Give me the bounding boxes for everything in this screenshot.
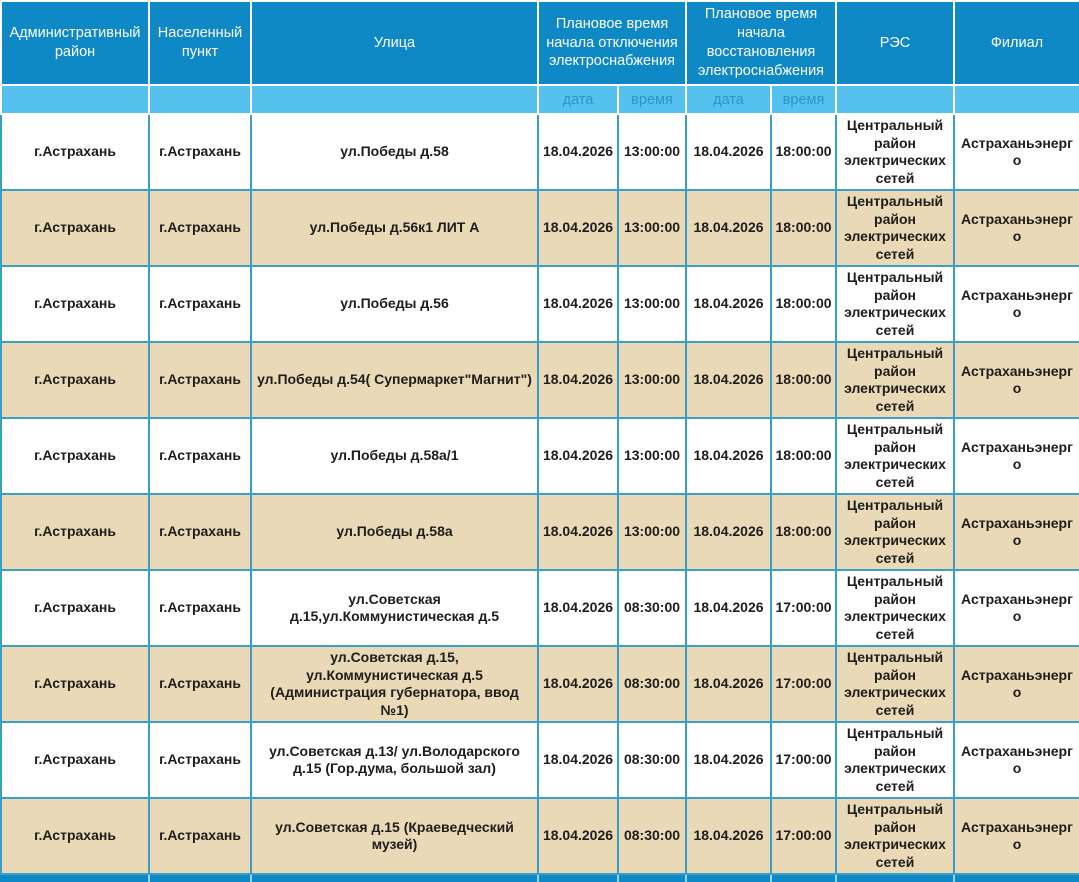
cell-district: г.Астрахань xyxy=(1,190,149,266)
subheader-empty-branch xyxy=(954,85,1079,114)
subheader-outage-time: время xyxy=(618,85,686,114)
cell-restore-date: 18.04.2026 xyxy=(686,266,771,342)
strip-segment xyxy=(617,875,685,882)
cell-district: г.Астрахань xyxy=(1,342,149,418)
cell-settlement: г.Астрахань xyxy=(149,494,251,570)
cell-outage-time: 13:00:00 xyxy=(618,494,686,570)
cell-outage-time: 08:30:00 xyxy=(618,570,686,646)
cell-res: Центральный район электрических сетей xyxy=(836,266,954,342)
cell-district: г.Астрахань xyxy=(1,570,149,646)
table-row xyxy=(1,646,1079,722)
column-header-street: Улица xyxy=(251,1,538,85)
table-row xyxy=(1,190,1079,266)
cell-street: ул.Победы д.56к1 ЛИТ А xyxy=(251,190,538,266)
cell-street: ул.Советская д.13/ ул.Володарского д.15 (Гор.дума, большой зал) xyxy=(251,722,538,798)
cell-restore-time: 18:00:00 xyxy=(771,190,836,266)
cell-restore-date: 18.04.2026 xyxy=(686,342,771,418)
cell-outage-date: 18.04.2026 xyxy=(538,798,618,874)
cell-outage-time: 13:00:00 xyxy=(618,342,686,418)
cell-restore-time: 18:00:00 xyxy=(771,418,836,494)
cell-street: ул.Победы д.58 xyxy=(251,114,538,190)
cell-res: Центральный район электрических сетей xyxy=(836,722,954,798)
cell-street: ул.Победы д.58а xyxy=(251,494,538,570)
column-header-branch: Филиал xyxy=(954,1,1079,85)
strip-segment xyxy=(0,875,148,882)
cell-restore-time: 17:00:00 xyxy=(771,570,836,646)
cell-restore-time: 18:00:00 xyxy=(771,342,836,418)
cell-district: г.Астрахань xyxy=(1,266,149,342)
cell-restore-time: 18:00:00 xyxy=(771,266,836,342)
cell-branch: Астраханьэнерго xyxy=(954,570,1079,646)
cell-restore-time: 17:00:00 xyxy=(771,646,836,722)
cell-branch: Астраханьэнерго xyxy=(954,798,1079,874)
cell-outage-time: 13:00:00 xyxy=(618,190,686,266)
cell-outage-date: 18.04.2026 xyxy=(538,266,618,342)
cell-branch: Астраханьэнерго xyxy=(954,494,1079,570)
cell-outage-date: 18.04.2026 xyxy=(538,570,618,646)
cell-settlement: г.Астрахань xyxy=(149,342,251,418)
cell-district: г.Астрахань xyxy=(1,646,149,722)
subheader-empty-street xyxy=(251,85,538,114)
cell-settlement: г.Астрахань xyxy=(149,266,251,342)
cell-district: г.Астрахань xyxy=(1,798,149,874)
cell-outage-date: 18.04.2026 xyxy=(538,190,618,266)
strip-segment xyxy=(250,875,537,882)
cell-restore-time: 17:00:00 xyxy=(771,798,836,874)
cell-restore-time: 18:00:00 xyxy=(771,114,836,190)
column-header-outage-time: Плановое время начала отключения электроснабжения xyxy=(538,1,686,85)
strip-segment xyxy=(835,875,953,882)
table-row xyxy=(1,722,1079,798)
cell-branch: Астраханьэнерго xyxy=(954,114,1079,190)
cell-branch: Астраханьэнерго xyxy=(954,722,1079,798)
cell-restore-date: 18.04.2026 xyxy=(686,494,771,570)
cell-street: ул.Советская д.15 (Краеведческий музей) xyxy=(251,798,538,874)
subheader-empty-district xyxy=(1,85,149,114)
strip-segment xyxy=(770,875,835,882)
subheader-restore-date: дата xyxy=(686,85,771,114)
cell-res: Центральный район электрических сетей xyxy=(836,646,954,722)
cell-branch: Астраханьэнерго xyxy=(954,418,1079,494)
table-row xyxy=(1,418,1079,494)
cell-district: г.Астрахань xyxy=(1,722,149,798)
cell-outage-date: 18.04.2026 xyxy=(538,342,618,418)
cell-settlement: г.Астрахань xyxy=(149,114,251,190)
strip-segment xyxy=(685,875,770,882)
cell-branch: Астраханьэнерго xyxy=(954,342,1079,418)
cell-restore-date: 18.04.2026 xyxy=(686,570,771,646)
cell-res: Центральный район электрических сетей xyxy=(836,494,954,570)
cell-branch: Астраханьэнерго xyxy=(954,266,1079,342)
strip-segment xyxy=(148,875,250,882)
cell-outage-date: 18.04.2026 xyxy=(538,114,618,190)
subheader-row xyxy=(1,85,1079,114)
cell-outage-time: 13:00:00 xyxy=(618,266,686,342)
cell-res: Центральный район электрических сетей xyxy=(836,418,954,494)
subheader-restore-time: время xyxy=(771,85,836,114)
column-header-res: РЭС xyxy=(836,1,954,85)
subheader-outage-date: дата xyxy=(538,85,618,114)
cell-settlement: г.Астрахань xyxy=(149,722,251,798)
subheader-empty-settlement xyxy=(149,85,251,114)
cell-outage-time: 08:30:00 xyxy=(618,646,686,722)
next-section-header-strip xyxy=(0,875,1079,882)
column-header-settlement: Населенный пункт xyxy=(149,1,251,85)
table-row xyxy=(1,798,1079,874)
subheader-empty-res xyxy=(836,85,954,114)
cell-outage-time: 13:00:00 xyxy=(618,418,686,494)
cell-restore-date: 18.04.2026 xyxy=(686,418,771,494)
cell-street: ул.Победы д.54( Супермаркет"Магнит") xyxy=(251,342,538,418)
cell-restore-date: 18.04.2026 xyxy=(686,646,771,722)
cell-street: ул.Победы д.58а/1 xyxy=(251,418,538,494)
strip-segment xyxy=(953,875,1079,882)
cell-settlement: г.Астрахань xyxy=(149,798,251,874)
cell-outage-time: 08:30:00 xyxy=(618,798,686,874)
cell-res: Центральный район электрических сетей xyxy=(836,342,954,418)
table-row xyxy=(1,494,1079,570)
cell-street: ул.Советская д.15,ул.Коммунистическая д.5 xyxy=(251,570,538,646)
table-row xyxy=(1,342,1079,418)
strip-segment xyxy=(537,875,617,882)
cell-settlement: г.Астрахань xyxy=(149,570,251,646)
cell-street: ул.Советская д.15, ул.Коммунистическая д.5 (Администрация губернатора, ввод №1) xyxy=(251,646,538,722)
cell-outage-date: 18.04.2026 xyxy=(538,494,618,570)
cell-restore-date: 18.04.2026 xyxy=(686,114,771,190)
cell-outage-date: 18.04.2026 xyxy=(538,646,618,722)
table-row xyxy=(1,266,1079,342)
cell-res: Центральный район электрических сетей xyxy=(836,798,954,874)
cell-res: Центральный район электрических сетей xyxy=(836,570,954,646)
cell-settlement: г.Астрахань xyxy=(149,190,251,266)
table-header xyxy=(1,1,1079,114)
cell-restore-date: 18.04.2026 xyxy=(686,798,771,874)
cell-outage-time: 08:30:00 xyxy=(618,722,686,798)
cell-outage-date: 18.04.2026 xyxy=(538,418,618,494)
cell-restore-date: 18.04.2026 xyxy=(686,722,771,798)
cell-district: г.Астрахань xyxy=(1,494,149,570)
cell-branch: Астраханьэнерго xyxy=(954,190,1079,266)
cell-res: Центральный район электрических сетей xyxy=(836,190,954,266)
cell-street: ул.Победы д.56 xyxy=(251,266,538,342)
cell-restore-time: 18:00:00 xyxy=(771,494,836,570)
table-row xyxy=(1,114,1079,190)
cell-settlement: г.Астрахань xyxy=(149,646,251,722)
table-body xyxy=(1,114,1079,874)
column-header-district: Административный район xyxy=(1,1,149,85)
cell-settlement: г.Астрахань xyxy=(149,418,251,494)
cell-restore-time: 17:00:00 xyxy=(771,722,836,798)
header-row xyxy=(1,1,1079,85)
cell-branch: Астраханьэнерго xyxy=(954,646,1079,722)
cell-res: Центральный район электрических сетей xyxy=(836,114,954,190)
cell-outage-date: 18.04.2026 xyxy=(538,722,618,798)
cell-district: г.Астрахань xyxy=(1,418,149,494)
cell-district: г.Астрахань xyxy=(1,114,149,190)
column-header-restore-time: Плановое время начала восстановления электроснабжения xyxy=(686,1,836,85)
table-row xyxy=(1,570,1079,646)
cell-outage-time: 13:00:00 xyxy=(618,114,686,190)
cell-restore-date: 18.04.2026 xyxy=(686,190,771,266)
